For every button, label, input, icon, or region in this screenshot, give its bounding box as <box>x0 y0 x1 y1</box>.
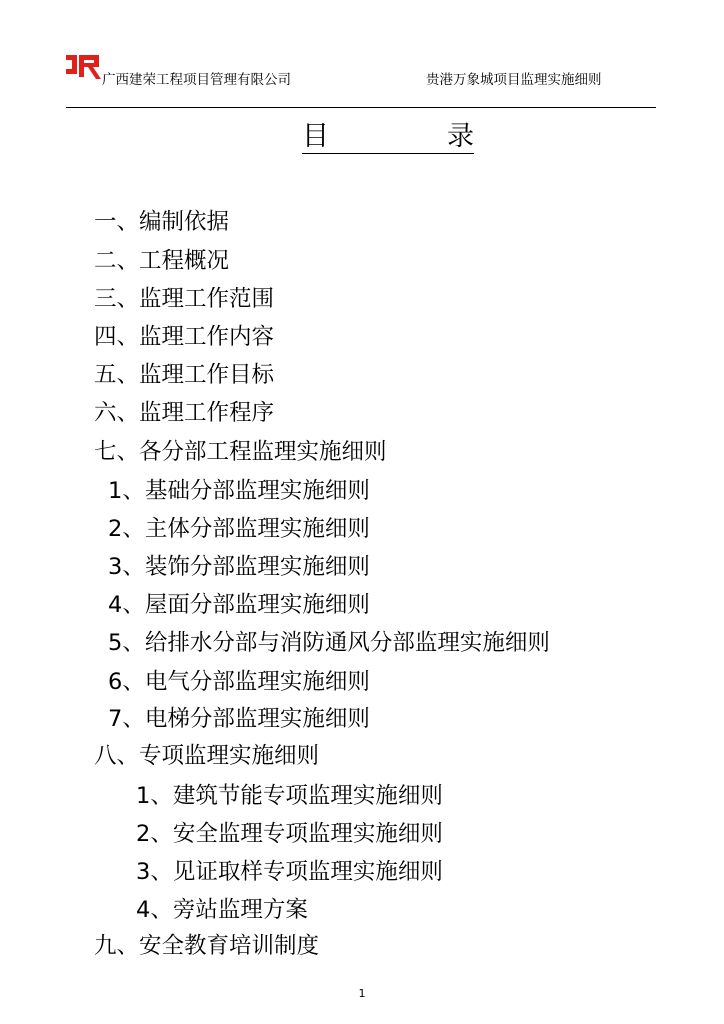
toc-item: 四、监理工作内容 <box>94 324 275 350</box>
title-char-2: 录 <box>447 121 474 152</box>
toc-item: 3、见证取样专项监理实施细则 <box>136 859 443 885</box>
toc-item: 七、各分部工程监理实施细则 <box>94 439 387 465</box>
toc-item: 1、建筑节能专项监理实施细则 <box>136 783 443 809</box>
company-logo-icon <box>66 52 102 80</box>
toc-item: 三、监理工作范围 <box>94 286 275 312</box>
toc-item: 4、旁站监理方案 <box>136 897 308 923</box>
toc-item: 1、基础分部监理实施细则 <box>108 478 370 504</box>
toc-item: 7、电梯分部监理实施细则 <box>108 706 370 732</box>
title-char-1: 目 <box>302 121 329 152</box>
toc-item: 一、编制依据 <box>94 209 230 235</box>
toc-item: 六、监理工作程序 <box>94 400 275 426</box>
toc-item: 二、工程概况 <box>94 248 230 274</box>
toc-item: 2、主体分部监理实施细则 <box>108 516 370 542</box>
toc-item: 6、电气分部监理实施细则 <box>108 669 370 695</box>
page-title <box>302 119 474 159</box>
toc-item: 4、屋面分部监理实施细则 <box>108 592 370 618</box>
page-number: 1 <box>358 987 366 1000</box>
toc-item: 2、安全监理专项监理实施细则 <box>136 821 443 847</box>
toc-item: 5、给排水分部与消防通风分部监理实施细则 <box>108 630 550 656</box>
toc-item: 九、安全教育培训制度 <box>94 933 320 959</box>
header-divider <box>66 107 656 108</box>
header-document-title: 贵港万象城项目监理实施细则 <box>426 72 602 88</box>
toc-item: 3、装饰分部监理实施细则 <box>108 554 370 580</box>
title-underline <box>302 153 474 154</box>
toc-item: 五、监理工作目标 <box>94 362 275 388</box>
header-company-name: 广西建荣工程项目管理有限公司 <box>102 72 291 88</box>
toc-item: 八、专项监理实施细则 <box>94 743 320 769</box>
